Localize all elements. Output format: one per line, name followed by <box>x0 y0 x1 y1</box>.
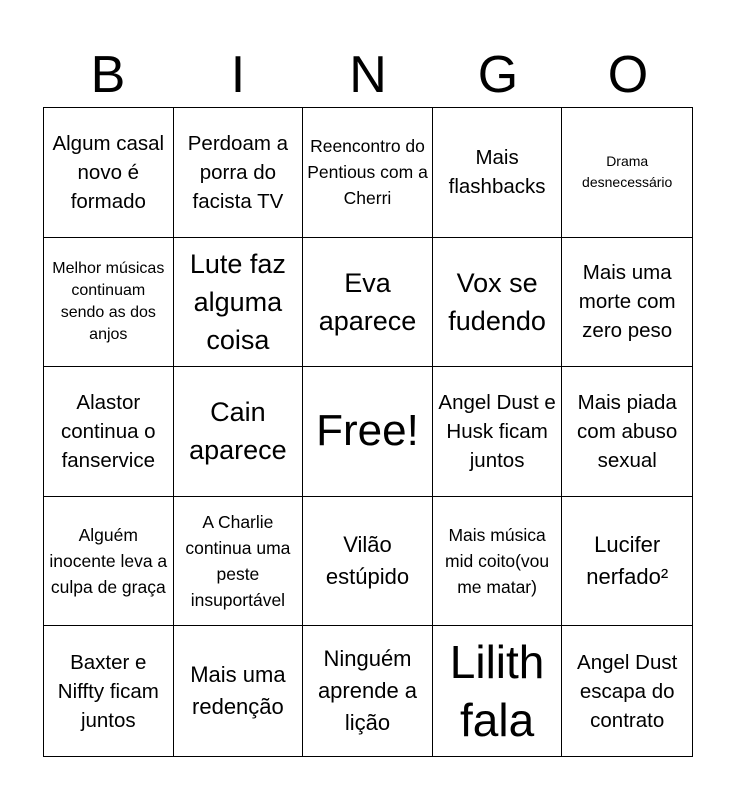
bingo-cell[interactable]: Lute faz alguma coisa <box>174 238 304 368</box>
header-letter-o: O <box>607 46 649 104</box>
bingo-cell[interactable]: Reencontro do Pentious com a Cherri <box>303 108 433 238</box>
bingo-cell[interactable]: Mais uma morte com zero peso <box>562 238 692 368</box>
bingo-cell[interactable]: Baxter e Niffty ficam juntos <box>44 626 174 756</box>
bingo-cell[interactable]: Drama desnecessário <box>562 108 692 238</box>
bingo-cell[interactable]: Cain aparece <box>174 367 304 497</box>
header-letter-i: I <box>230 46 246 104</box>
bingo-cell[interactable]: Alastor continua o fanservice <box>44 367 174 497</box>
bingo-cell[interactable]: Lilith fala <box>433 626 563 756</box>
header-letter-b: B <box>90 46 126 104</box>
bingo-cell[interactable]: Mais flashbacks <box>433 108 563 238</box>
bingo-cell[interactable]: Vox se fudendo <box>433 238 563 368</box>
bingo-cell[interactable]: Alguém inocente leva a culpa de graça <box>44 497 174 627</box>
free-space-cell[interactable]: Free! <box>303 367 433 497</box>
bingo-cell[interactable]: Lucifer nerfado² <box>562 497 692 627</box>
bingo-cell[interactable]: Ninguém aprende a lição <box>303 626 433 756</box>
header-letter-n: N <box>349 46 387 104</box>
bingo-cell[interactable]: Angel Dust escapa do contrato <box>577 650 678 732</box>
bingo-cell[interactable]: Melhor músicas continuam sendo as dos anjos <box>44 238 174 368</box>
bingo-cell[interactable]: A Charlie continua uma peste insuportável <box>174 497 304 627</box>
header-letter-g: G <box>477 46 519 104</box>
bingo-cell[interactable]: Vilão estúpido <box>303 497 433 627</box>
bingo-header <box>43 42 693 108</box>
bingo-cell[interactable]: Angel Dust e Husk ficam juntos <box>433 367 563 497</box>
bingo-cell[interactable]: Mais piada com abuso sexual <box>562 367 692 497</box>
bingo-cell[interactable]: Mais música mid coito(vou me matar) <box>433 497 563 627</box>
bingo-cell[interactable]: Mais uma redenção <box>174 626 304 756</box>
bingo-board <box>43 107 693 757</box>
bingo-cell[interactable]: Eva aparece <box>303 238 433 368</box>
bingo-cell[interactable]: Perdoam a porra do facista TV <box>174 108 304 238</box>
bingo-cell[interactable]: Algum casal novo é formado <box>44 108 174 238</box>
